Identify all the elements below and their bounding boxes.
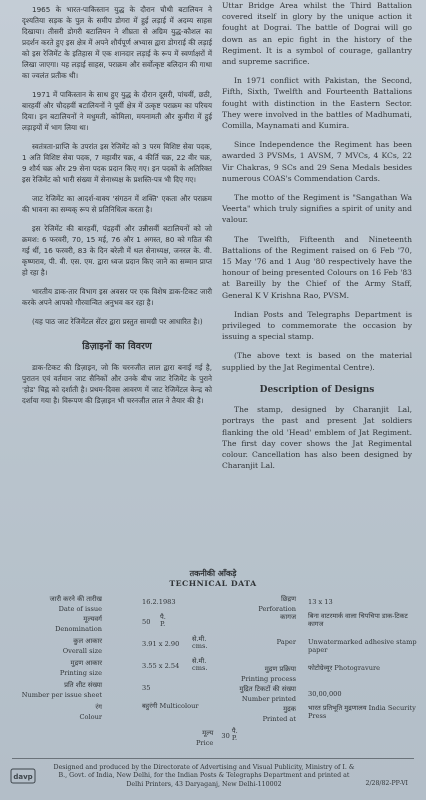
tech-value: 35 (142, 684, 151, 692)
hindi-paragraph-colours: इस रेजिमेंट की बारहवीं, पंद्रहवीं और उन्नीसवीं बटालियनों को जो क्रमश: 6 फरवरी, 70, 15 मई, 76 और 1 अगस्त, 80 को गठित की गई थीं, 16 फरवरी, 83 के दिन बरेली में थल सेनाध्यक्ष, जनरल के. वी. कृष्णराव, पी. वी. एस. एम. द्वारा ध्वज प्रदान किए जाने का सम्मान प्राप्त हो रहा है। (22, 224, 212, 277)
tech-label-hindi: रंग (95, 703, 102, 711)
tech-row-colour (20, 702, 199, 721)
english-design-title: Description of Designs (259, 384, 375, 395)
tech-value: 50 (142, 618, 151, 626)
tech-value: 16.2.1983 (142, 598, 176, 606)
price-label-hindi: मूल्य (202, 729, 214, 737)
tech-label-english: Paper (276, 638, 296, 646)
technical-data-heading (0, 568, 426, 589)
tech-label-hindi: मुद्रक (283, 705, 296, 713)
hindi-paragraph-awards: स्वतंत्रता-प्राप्ति के उपरांत इस रेजिमेंट को 3 परम विशिष्ट सेवा पदक, 1 अति विशिष्ट सेवा पदक, 7 महावीर चक्र, 4 कीर्ति चक्र, 22 वीर चक्र, 9 शौर्य चक्र और 29 सेना पदक प्रदान किए गए। इन पदकों के अतिरिक्त इस रेजिमेंट को भारी संख्या में सेनाध्यक्ष के प्रशस्ति-पत्र भी दिए गए। (22, 142, 212, 184)
tech-unit: पै. P. (160, 613, 166, 628)
tech-row-denomination (20, 613, 166, 633)
footer-credits: Designed and produced by the Directorate of Advertising and Visual Publicity, Ministry of I. & B., Govt. of India, New Delhi, for the Indian Posts & Telegraphs Department and printed at Delhi Printers, 43 Daryaganj, New Delhi-110002 (53, 764, 355, 788)
tech-value: फोटोग्रेव्यूर Photogravure (308, 664, 381, 672)
english-paragraph-colours: The Twelfth, Fifteenth and Nineteenth Battalions of the Regiment raised on 6 Feb '70, 15 May '76 and 1 Aug '80 respectively have the honour of being presented Colours on 16 Feb '83 at Bareilly by the Chief of the Army Staff, General K V Krishna Rao, PVSM. (222, 234, 412, 300)
footer-code: 2/28/82-PP-VI (365, 780, 408, 787)
english-paragraph-posts: Indian Posts and Telegraphs Department is privileged to commemorate the occasion by issuing a special stamp. (222, 309, 412, 342)
tech-label-hindi: प्रति शीट संख्या (64, 681, 102, 689)
tech-label-english: Colour (79, 713, 102, 721)
english-paragraph-dograi: Uttar Bridge Area whilst the Third Battalion covered itself in glory by the unique action it fought at Dograi. The battle of Dograi will go down as an epic fight in the history of the Regiment. It is a symbol of courage, gallantry and supreme sacrifice. (222, 1, 412, 67)
tech-row-printing-size (20, 657, 208, 677)
tech-label-hindi: मुद्रण आकार (70, 659, 102, 667)
price-label-english: Price (196, 739, 214, 747)
tech-value: Unwatermarked adhesive stamp paper (308, 638, 417, 654)
tech-label-hindi: मूल्यवर्ग (83, 615, 102, 623)
tech-label-hindi: कागज (280, 613, 296, 621)
tech-label-english: Perforation (258, 605, 296, 613)
tech-row-overall-size (20, 635, 208, 655)
tech-label-hindi: छिद्रण (280, 595, 296, 603)
english-paragraph-1971: In 1971 conflict with Pakistan, the Second, Fifth, Sixth, Twelfth and Fourteenth Battalions fought with distinction in the Eastern Sector. They were involved in the battles of Madhumati, Comilla, Maynamati and Kumira. (222, 76, 412, 131)
hindi-design-title: डिज़ाइनों का विवरण (82, 341, 152, 352)
tech-label-english: Printing size (59, 669, 102, 677)
tech-row-printed-at (226, 704, 416, 723)
tech-label-english: Printed at (262, 715, 296, 723)
tech-label-english: Overall size (62, 647, 102, 655)
tech-row-number-per-sheet (20, 680, 151, 699)
english-paragraph-awards: Since Independence the Regiment has been awarded 3 PVSMs, 1 AVSM, 7 MVCs, 4 KCs, 22 Vir Chakras, 9 SCs and 29 Sena Medals besides numerous COAS's Commendation Cards. (222, 140, 412, 183)
tech-label-english: Number per issue sheet (21, 691, 102, 699)
tech-unit: से.मी. cms. (192, 657, 208, 672)
tech-label-english: Printing process (241, 675, 296, 683)
tech-label-hindi: कुल आकार (73, 637, 102, 645)
tech-label-hindi: जारी करने की तारीख (49, 595, 102, 603)
hindi-paragraph-1965-war: 1965 के भारत-पाकिस्तान युद्ध के दौरान चौथी बटालियन ने दृश्यतिया सड़क के पुल के समीप डोगरा में हुई लड़ाई में अदम्य साहस दिखाया। तीसरी डोगरी बटालियन ने शीघ्रता से अग्रिम युद्ध-कौशल का प्रदर्शन करते हुए इस क्षेत्र में अपने शौर्यपूर्ण अभ्यास द्वारा डोगराई की लड़ाई को इस रेजिमेंट के इतिहास में एक शानदार लड़ाई के रूप में स्वर्णाक्षरों में लिखा जाएगा। यह लड़ाई साहस, पराक्रम और सर्वोत्कृष्ट बलिदान की गाथा का ज्वलंत प्रतीक थी। (22, 5, 212, 80)
tech-row-perforation (226, 594, 333, 613)
tech-value: 30,00,000 (308, 690, 342, 698)
tech-value: 3.55 x 2.54 (142, 662, 180, 670)
tech-row-paper-hindi (226, 612, 408, 628)
hindi-paragraph-motto: जाट रेजिमेंट का आदर्श-वाक्य 'संगठन में शक्ति' एकता और पराक्रम की भावना का सम्यक् रूप से प्रतिनिधित्व करता है। (22, 194, 212, 214)
tech-value: बिना वाटरमार्क वाला चिपचिपा डाक-टिकट कागज (308, 612, 408, 628)
hindi-paragraph-1971-war: 1971 में पाकिस्तान के साथ हुए युद्ध के दौरान दूसरी, पांचवीं, छठी, बारहवीं और चौदहवीं बटालियनों ने पूर्वी क्षेत्र में उत्कृष्ट पराक्रम का परिचय दिया। इन बटालियनों ने मधुमती, कोमिला, मयनामती और कुमीरा में हुई लड़ाइयों में भाग लिया था। (22, 90, 212, 132)
english-design-text: The stamp, designed by Charanjit Lal, portrays the past and present Jat soldiers flanking the old 'Head' emblem of Jat Regiment. The first day cover shows the Jat Regimental colour. Cancellation has also been designed by Charanjit Lal. (222, 405, 412, 471)
hindi-text-column (22, 4, 212, 414)
davp-logo-text: davp (13, 773, 33, 781)
tech-row-price (196, 728, 242, 747)
tech-label-hindi: मुद्रित टिकटों की संख्या (239, 685, 296, 693)
tech-label-english: Number printed (241, 695, 296, 703)
tech-label-hindi: मुद्रण प्रक्रिया (264, 665, 296, 673)
technical-data-section (0, 568, 426, 589)
davp-logo (10, 767, 36, 789)
hindi-paragraph-posts: भारतीय डाक-तार विभाग इस अवसर पर एक विशेष डाक-टिकट जारी करके अपने आपको गौरवान्वित अनुभव कर रहा है। (22, 287, 212, 307)
tech-value: भारत प्रतिभूति मुद्रणालय India Security Press (308, 704, 416, 720)
price-unit: पै. P. (231, 727, 238, 742)
tech-label-english: Date of issue (58, 605, 102, 613)
english-paragraph-source: (The above text is based on the material supplied by the Jat Regimental Centre). (222, 351, 412, 372)
hindi-paragraph-source: (यह पाठ जाट रेजिमेंटल सेंटर द्वारा प्रस्तुत सामग्री पर आधारित है।) (32, 317, 203, 326)
tech-label-english: Denomination (55, 625, 102, 633)
footer (0, 758, 426, 800)
english-text-column (222, 0, 412, 479)
english-paragraph-motto: The motto of the Regiment is "Sangathan Wa Veerta" which truly signifies a spirit of unity and valour. (222, 193, 412, 225)
tech-row-number-printed (226, 684, 342, 703)
price-value: 30 (221, 732, 230, 740)
tech-row-date-of-issue (20, 594, 176, 613)
technical-data-title-hindi: तकनीकी आँकड़े (189, 569, 237, 578)
hindi-design-text: डाक-टिकट की डिज़ाइन, जो कि चरनजीत लाल द्वारा बनाई गई है, पुरातन एवं वर्तमान जाट सैनिकों और उनके बीच जाट रेजिमेंट के पुराने 'होड' चिह्न को दर्शाती है। प्रथम-दिवस आवरण में जाट रेजिमेंटल केन्द्र को दर्शाया गया है। विरूपण की डिज़ाइन भी चरनजीत लाल ने तैयार की है। (22, 363, 212, 406)
footer-divider (12, 758, 414, 759)
tech-value: बहुरंगी Multicolour (142, 702, 199, 710)
tech-unit: से.मी. cms. (192, 635, 208, 650)
tech-row-paper (226, 638, 417, 654)
technical-data-title-english: TECHNICAL DATA (169, 579, 257, 588)
tech-value: 3.91 x 2.90 (142, 640, 180, 648)
tech-value: 13 x 13 (308, 598, 333, 606)
tech-row-printing-process (226, 664, 381, 683)
